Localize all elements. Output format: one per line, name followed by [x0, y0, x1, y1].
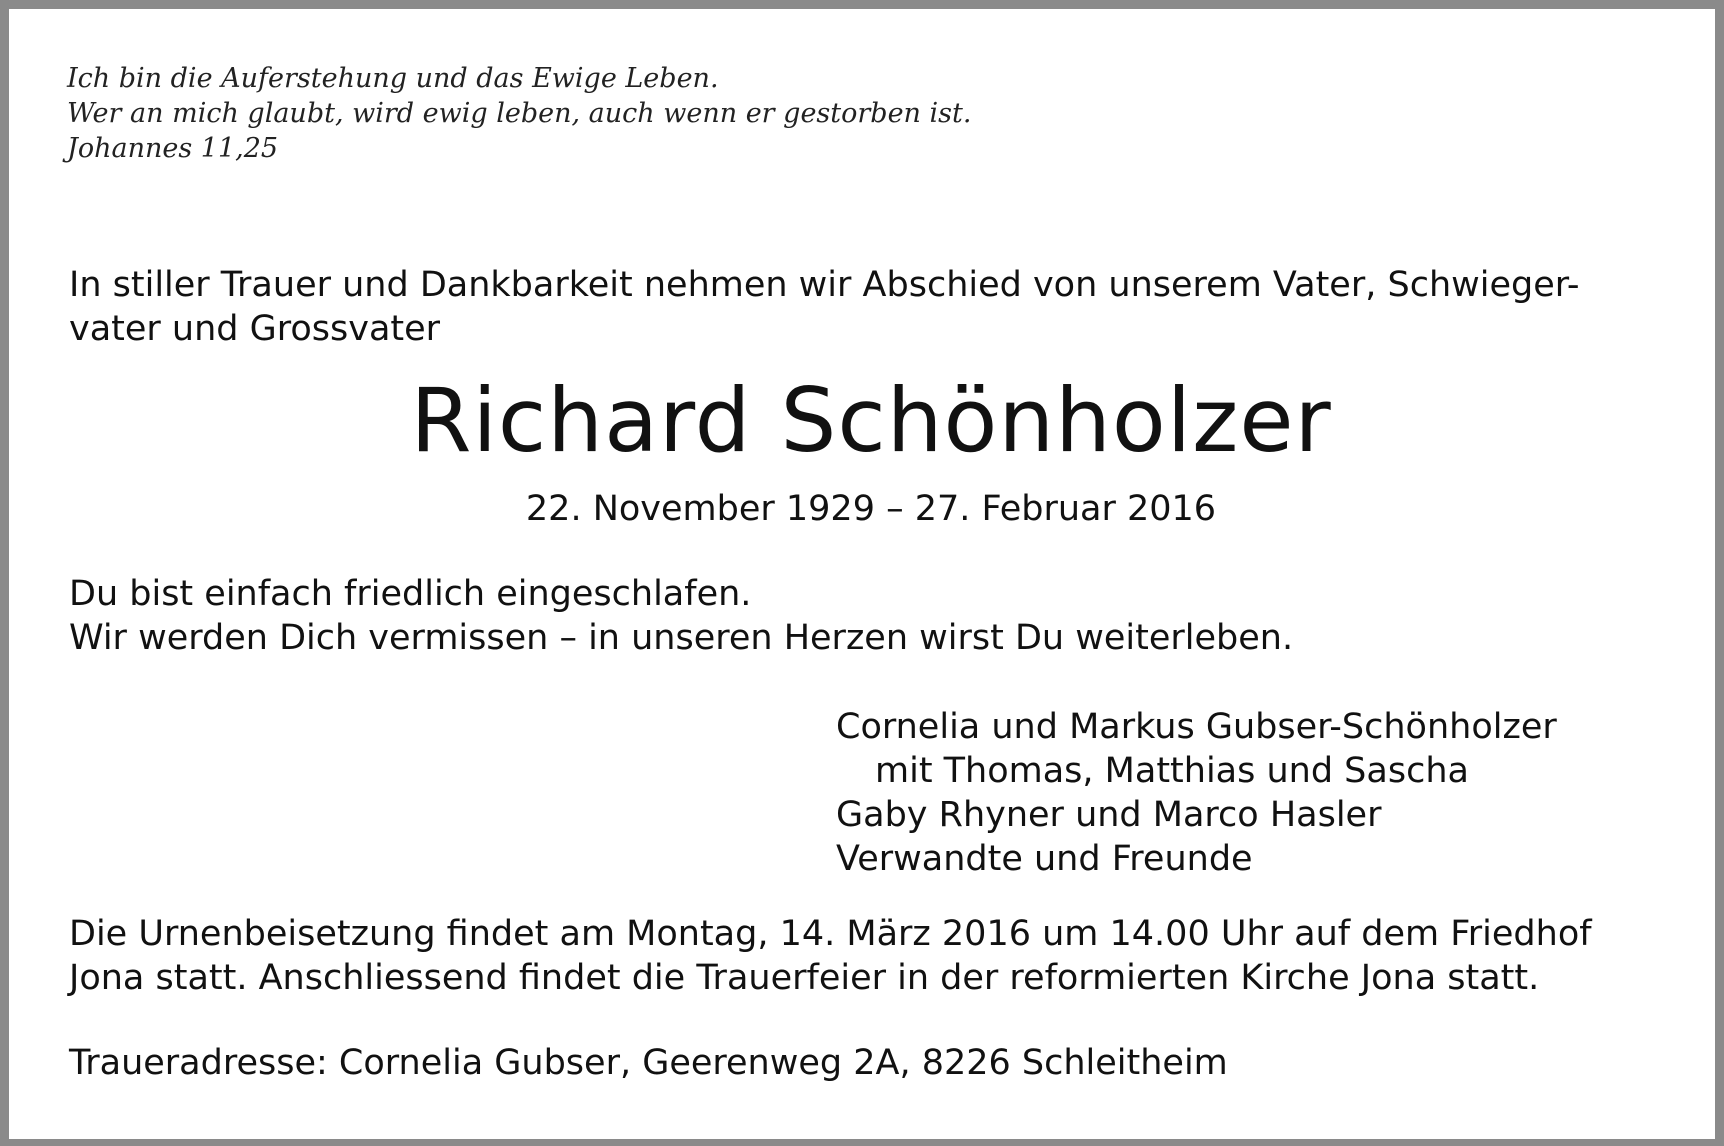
bible-verse: [67, 61, 971, 166]
deceased-name: Richard Schönholzer: [410, 369, 1332, 472]
farewell-paragraph: [69, 572, 1293, 660]
intro-line: vater und Grossvater: [69, 309, 441, 349]
mourner-line: mit Thomas, Matthias und Sascha: [875, 751, 1469, 791]
intro-line: In stiller Trauer und Dankbarkeit nehmen wir Abschied von unserem Vater, Schwieger-: [69, 265, 1580, 305]
mourner-line: Verwandte und Freunde: [836, 839, 1253, 879]
farewell-line: Wir werden Dich vermissen – in unseren Herzen wirst Du weiterleben.: [69, 618, 1294, 658]
farewell-line: Du bist einfach friedlich eingeschlafen.: [69, 574, 752, 614]
intro-paragraph: [69, 263, 1580, 351]
mourners-list: [836, 705, 1557, 881]
ceremony-line: Jona statt. Anschliessend findet die Trauerfeier in der reformierten Kirche Jona statt.: [69, 958, 1540, 998]
life-dates: 22. November 1929 – 27. Februar 2016: [525, 489, 1217, 529]
ceremony-line: Die Urnenbeisetzung findet am Montag, 14. März 2016 um 14.00 Uhr auf dem Friedhof: [69, 914, 1592, 954]
mourner-line: Gaby Rhyner und Marco Hasler: [836, 795, 1382, 835]
verse-line: Ich bin die Auferstehung und das Ewige Leben.: [67, 63, 719, 94]
ceremony-paragraph: [69, 912, 1592, 1000]
verse-reference: Johannes 11,25: [67, 133, 279, 164]
mourning-address: Traueradresse: Cornelia Gubser, Geerenweg 2A, 8226 Schleitheim: [69, 1043, 1228, 1083]
mourner-line: Cornelia und Markus Gubser-Schönholzer: [836, 707, 1557, 747]
verse-line: Wer an mich glaubt, wird ewig leben, auch wenn er gestorben ist.: [67, 98, 972, 129]
